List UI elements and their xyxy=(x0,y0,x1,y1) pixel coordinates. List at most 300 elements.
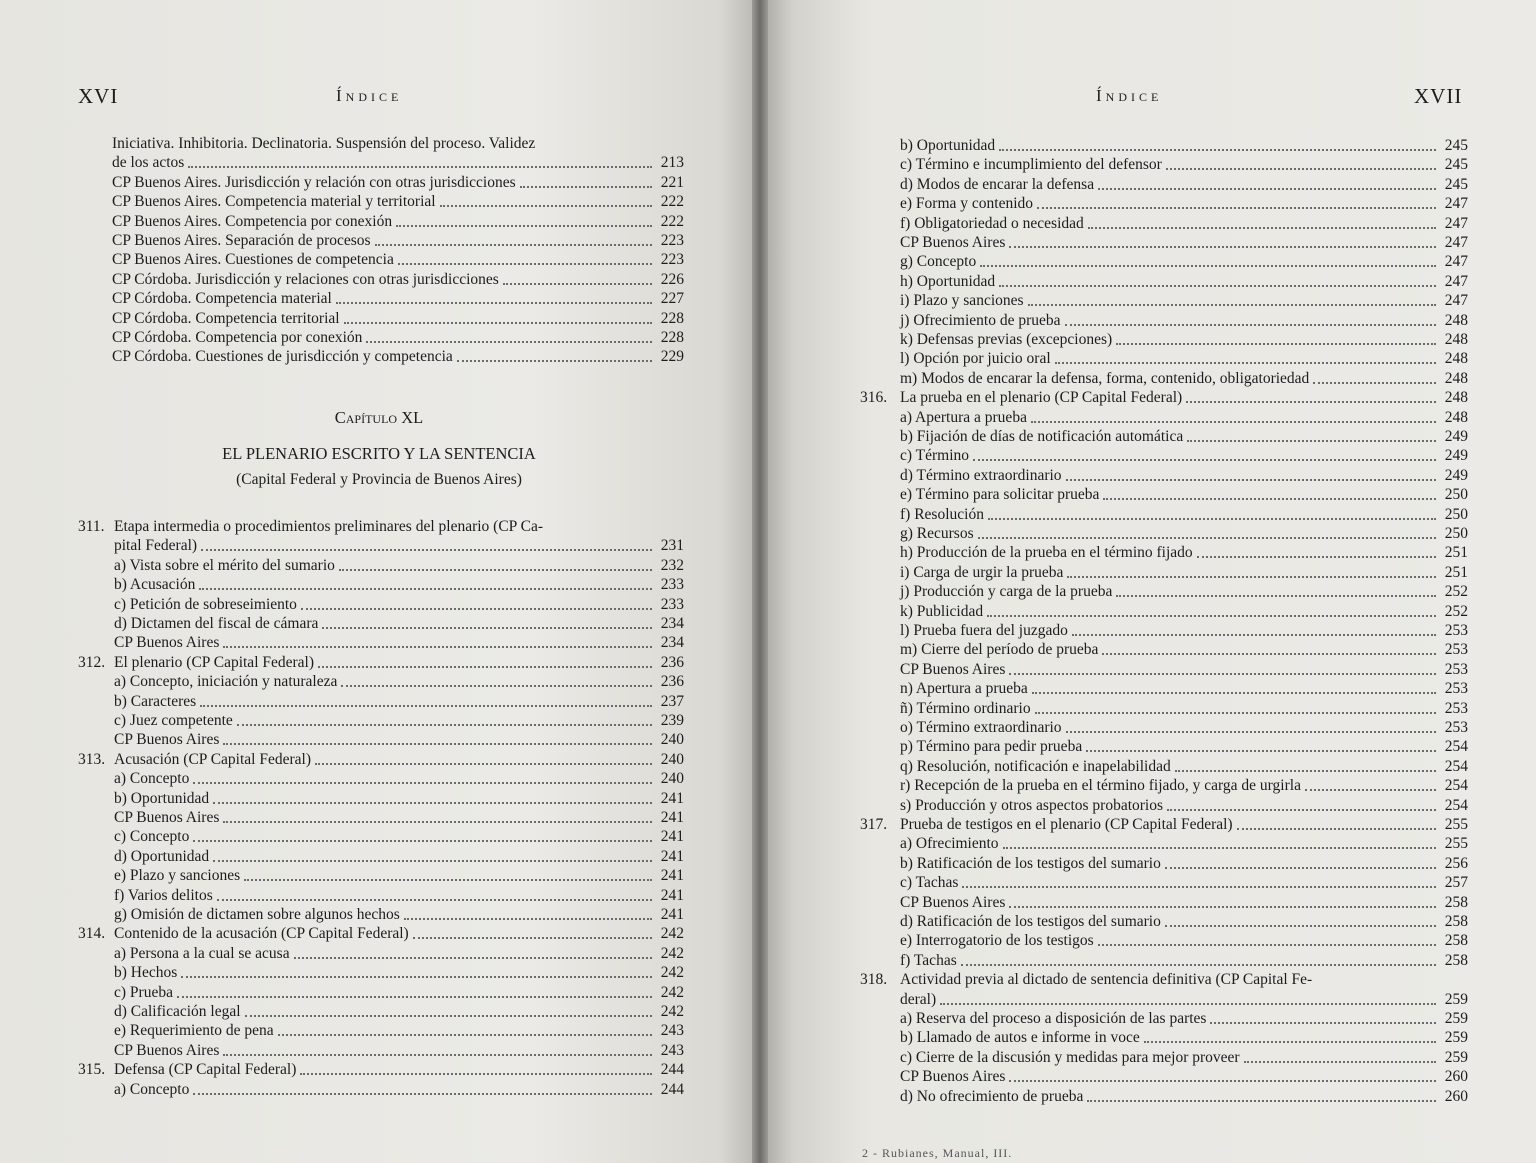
leader-dots xyxy=(223,644,652,648)
toc-entry-text: b) Llamado de autos e informe in voce xyxy=(900,1029,1140,1047)
toc-entry-text: a) Persona a la cual se acusa xyxy=(114,944,290,962)
leader-dots xyxy=(398,261,652,265)
toc-page-number: 247 xyxy=(1444,272,1468,290)
toc-entry-text: CP Buenos Aires xyxy=(114,1041,220,1059)
toc-page-number: 254 xyxy=(1444,738,1468,756)
toc-page-number: 228 xyxy=(660,309,684,327)
toc-section-number: 316. xyxy=(860,389,888,407)
toc-section-number: 317. xyxy=(860,816,888,833)
toc-entry xyxy=(78,653,684,672)
leader-dots xyxy=(973,457,1436,461)
toc-entry xyxy=(900,543,1468,562)
leader-dots xyxy=(1098,186,1436,190)
leader-dots xyxy=(1009,244,1436,248)
toc-page-number: 253 xyxy=(1444,699,1468,717)
toc-page-number: 236 xyxy=(660,673,684,691)
toc-entry-text: CP Buenos Aires. Jurisdicción y relación con otras jurisdicciones xyxy=(112,173,516,191)
toc-page-number: 259 xyxy=(1444,990,1468,1008)
toc-entry xyxy=(114,808,684,827)
toc-entry xyxy=(114,672,684,691)
toc-entry-text: b) Oportunidad xyxy=(900,137,996,154)
toc-entry xyxy=(112,270,684,289)
toc-entry xyxy=(114,1021,684,1040)
leader-dots xyxy=(1003,845,1436,849)
toc-entry xyxy=(114,1041,684,1060)
toc-entry xyxy=(900,1067,1468,1086)
toc-entry-text: CP Córdoba. Jurisdicción y relaciones con otras jurisdicciones xyxy=(112,270,499,288)
toc-page-number: 244 xyxy=(660,1061,684,1079)
toc-entry xyxy=(900,796,1468,815)
leader-dots xyxy=(1166,166,1436,170)
leader-dots xyxy=(999,283,1436,287)
toc-entry-text: b) Acusación xyxy=(114,576,196,594)
toc-entry xyxy=(900,834,1468,853)
toc-page-number: 251 xyxy=(1444,563,1468,581)
toc-entry xyxy=(900,563,1468,582)
toc-page-number: 233 xyxy=(660,595,684,613)
toc-entry xyxy=(114,963,684,982)
toc-entry-text: El plenario (CP Capital Federal) xyxy=(114,653,315,671)
toc-page-number: 253 xyxy=(1444,641,1468,659)
toc-page-number: 245 xyxy=(1444,156,1468,174)
leader-dots xyxy=(1116,593,1436,597)
toc-entry-text: m) Cierre del período de prueba xyxy=(900,641,1099,659)
toc-page-number: 248 xyxy=(1444,331,1468,348)
leader-dots xyxy=(1087,1098,1436,1102)
leader-dots xyxy=(278,1032,652,1036)
toc-page-number: 260 xyxy=(1444,1068,1468,1086)
toc-page-number: 232 xyxy=(660,556,684,574)
toc-page-number: 240 xyxy=(660,731,684,749)
toc-page-number: 248 xyxy=(1444,369,1468,387)
toc-page-number: 242 xyxy=(660,964,684,982)
toc-entry xyxy=(900,214,1468,233)
leader-dots xyxy=(213,800,652,804)
toc-entry-text: a) Reserva del proceso a disposición de las partes xyxy=(900,1010,1207,1027)
toc-entry xyxy=(900,155,1468,174)
left-folio: XVI xyxy=(78,84,119,108)
leader-dots xyxy=(301,606,652,610)
toc-page-number: 226 xyxy=(660,270,684,288)
toc-entry xyxy=(114,730,684,749)
toc-page-number: 259 xyxy=(1444,1029,1468,1047)
leader-dots xyxy=(1035,710,1436,714)
toc-entry-text: o) Término extraordinario xyxy=(900,719,1062,736)
leader-dots xyxy=(237,722,652,726)
leader-dots xyxy=(213,858,652,862)
toc-entry-text: c) Concepto xyxy=(114,828,190,846)
toc-entry xyxy=(900,524,1468,543)
toc-entry xyxy=(78,1060,684,1079)
toc-entry-text: CP Buenos Aires. Competencia material y territorial xyxy=(112,193,436,211)
toc-entry-text: h) Oportunidad xyxy=(900,272,996,290)
toc-section-number: 318. xyxy=(860,971,888,989)
toc-entry xyxy=(900,757,1468,776)
page-footer: 2 - Rubianes, Manual, III. xyxy=(862,1146,1013,1160)
leader-dots xyxy=(1066,477,1436,481)
toc-page-number: 248 xyxy=(1444,408,1468,426)
toc-entry-text: k) Defensas previas (excepciones) xyxy=(900,331,1113,348)
toc-page-number: 253 xyxy=(1444,660,1468,678)
toc-page-number: 247 xyxy=(1444,234,1468,251)
toc-entry xyxy=(900,233,1468,252)
leader-dots xyxy=(375,242,652,246)
toc-entry xyxy=(114,847,684,866)
toc-entry-text: d) Calificación legal xyxy=(114,1003,241,1020)
leader-dots xyxy=(1098,942,1436,946)
toc-entry xyxy=(900,679,1468,698)
toc-entry-text: c) Cierre de la discusión y medidas para mejor proveer xyxy=(900,1048,1240,1066)
toc-entry-text: ñ) Término ordinario xyxy=(900,699,1031,717)
toc-entry-text: g) Concepto xyxy=(900,253,977,271)
toc-entry xyxy=(900,990,1468,1009)
toc-entry xyxy=(900,1028,1468,1047)
right-page xyxy=(762,0,1536,1163)
leader-dots xyxy=(341,683,652,687)
toc-page-number: 249 xyxy=(1444,466,1468,484)
toc-entry-text: e) Plazo y sanciones xyxy=(114,867,241,885)
toc-page-number: 258 xyxy=(1444,932,1468,950)
leader-dots xyxy=(336,300,652,304)
leader-dots xyxy=(1237,826,1436,830)
toc-page-number: 240 xyxy=(660,770,684,788)
leader-dots xyxy=(188,164,652,168)
toc-entry xyxy=(900,582,1468,601)
toc-entry-text: a) Vista sobre el mérito del sumario xyxy=(114,556,335,574)
toc-entry-text: l) Opción por juicio oral xyxy=(900,350,1051,368)
toc-entry-text: Etapa intermedia o procedimientos preliminares del plenario (CP Ca- xyxy=(114,518,543,535)
toc-entry-text: Prueba de testigos en el plenario (CP Capital Federal) xyxy=(900,816,1233,833)
toc-page-number: 247 xyxy=(1444,214,1468,232)
toc-entry-text: h) Producción de la prueba en el término fijado xyxy=(900,544,1193,562)
leader-dots xyxy=(980,263,1436,267)
leader-dots xyxy=(1037,205,1436,209)
leader-dots xyxy=(223,1052,652,1056)
toc-entry xyxy=(114,886,684,905)
toc-entry-text: b) Caracteres xyxy=(114,692,197,710)
toc-entry-text: d) Ratificación de los testigos del sumario xyxy=(900,913,1161,930)
toc-entry xyxy=(860,815,1468,834)
leader-dots xyxy=(318,664,652,668)
toc-entry-text: La prueba en el plenario (CP Capital Federal) xyxy=(900,389,1183,407)
left-running-title: Índice xyxy=(336,86,403,105)
leader-dots xyxy=(366,339,652,343)
toc-entry xyxy=(114,536,684,555)
toc-entry xyxy=(900,893,1468,912)
leader-dots xyxy=(1066,729,1436,733)
toc-entry-text: CP Buenos Aires xyxy=(900,660,1006,678)
leader-dots xyxy=(961,962,1436,966)
toc-entry xyxy=(900,737,1468,756)
toc-page-number: 247 xyxy=(1444,195,1468,213)
toc-entry-text: a) Ofrecimiento xyxy=(900,835,999,853)
leader-dots xyxy=(1165,923,1436,927)
toc-page-number: 234 xyxy=(660,634,684,652)
toc-page-number: 258 xyxy=(1444,893,1468,911)
chapter-title: EL PLENARIO ESCRITO Y LA SENTENCIA xyxy=(222,444,536,463)
toc-entry-text: j) Ofrecimiento de prueba xyxy=(900,311,1061,329)
leader-dots xyxy=(1305,787,1436,791)
leader-dots xyxy=(962,884,1436,888)
toc-page-number: 253 xyxy=(1444,719,1468,736)
toc-page-number: 240 xyxy=(660,750,684,768)
toc-entry xyxy=(114,983,684,1002)
leader-dots xyxy=(223,741,652,745)
toc-entry-text: c) Prueba xyxy=(114,983,173,1001)
toc-entry xyxy=(860,388,1468,407)
toc-page-number: 248 xyxy=(1444,311,1468,329)
toc-entry-text: CP Buenos Aires xyxy=(900,893,1006,911)
leader-dots xyxy=(344,320,652,324)
toc-page-number: 245 xyxy=(1444,175,1468,193)
toc-entry xyxy=(900,485,1468,504)
toc-entry-text: Actividad previa al dictado de sentencia definitiva (CP Capital Fe- xyxy=(900,971,1313,989)
leader-dots xyxy=(1009,1078,1436,1082)
leader-dots xyxy=(1175,768,1436,772)
leader-dots xyxy=(199,586,652,590)
toc-entry xyxy=(114,575,684,594)
leader-dots xyxy=(396,223,652,227)
toc-page-number: 258 xyxy=(1444,951,1468,969)
toc-page-number: 213 xyxy=(660,154,684,172)
leader-dots xyxy=(1102,651,1436,655)
toc-entry xyxy=(900,252,1468,271)
toc-page-number: 241 xyxy=(660,847,684,865)
toc-entry-text: c) Juez competente xyxy=(114,712,233,729)
toc-page-number: 258 xyxy=(1444,913,1468,930)
toc-entry xyxy=(112,347,684,366)
toc-page-number: 245 xyxy=(1444,137,1468,154)
leader-dots xyxy=(1065,322,1436,326)
leader-dots xyxy=(1028,302,1436,306)
toc-entry xyxy=(112,212,684,231)
toc-section-number: 311. xyxy=(78,518,105,535)
leader-dots xyxy=(177,994,652,998)
toc-entry-text: CP Córdoba. Competencia por conexión xyxy=(112,329,363,346)
toc-page-number: 237 xyxy=(660,692,684,710)
toc-entry xyxy=(900,931,1468,950)
toc-entry-text: b) Oportunidad xyxy=(114,789,210,807)
toc-entry xyxy=(112,153,684,172)
leader-dots xyxy=(1165,865,1436,869)
toc-entry-text: r) Recepción de la prueba en el término fijado, y carga de urgirla xyxy=(900,777,1301,795)
toc-entry xyxy=(114,866,684,885)
toc-entry-text: d) Modos de encarar la defensa xyxy=(900,175,1095,193)
toc-page-number: 242 xyxy=(660,944,684,962)
toc-entry-text: g) Recursos xyxy=(900,525,974,542)
toc-entry-text: b) Fijación de días de notificación automática xyxy=(900,428,1184,445)
leader-dots xyxy=(503,281,652,285)
toc-entry xyxy=(114,556,684,575)
toc-entry xyxy=(114,789,684,808)
leader-dots xyxy=(978,535,1436,539)
leader-dots xyxy=(339,567,652,571)
toc-page-number: 227 xyxy=(660,290,684,308)
toc-entry xyxy=(900,776,1468,795)
toc-entry xyxy=(114,769,684,788)
toc-entry-text: Contenido de la acusación (CP Capital Federal) xyxy=(114,925,409,943)
toc-entry-text: CP Buenos Aires. Separación de procesos xyxy=(112,232,371,249)
toc-entry xyxy=(112,289,684,308)
toc-entry-text: CP Buenos Aires. Competencia por conexión xyxy=(112,212,393,230)
toc-entry-text: s) Producción y otros aspectos probatorios xyxy=(900,796,1164,814)
toc-entry xyxy=(900,1009,1468,1028)
toc-entry xyxy=(900,446,1468,465)
toc-entry xyxy=(900,175,1468,194)
toc-entry-text: i) Plazo y sanciones xyxy=(900,292,1024,310)
toc-entry-text: e) Término para solicitar prueba xyxy=(900,486,1100,504)
toc-entry-text: e) Requerimiento de pena xyxy=(114,1022,274,1040)
toc-section-number: 315. xyxy=(78,1061,106,1079)
leader-dots xyxy=(181,974,652,978)
leader-dots xyxy=(1186,399,1436,403)
leader-dots xyxy=(1103,496,1436,500)
toc-entry-text: CP Buenos Aires. Cuestiones de competencia xyxy=(112,251,394,269)
toc-entry xyxy=(900,912,1468,931)
toc-entry xyxy=(900,718,1468,737)
toc-page-number: 236 xyxy=(660,653,684,671)
leader-dots xyxy=(193,1091,652,1095)
toc-entry-text: d) Término extraordinario xyxy=(900,466,1062,484)
toc-entry-text: CP Buenos Aires xyxy=(114,731,220,749)
toc-entry-text: CP Buenos Aires xyxy=(900,1068,1006,1086)
toc-entry-text: de los actos xyxy=(112,154,185,172)
toc-entry-text: d) Oportunidad xyxy=(114,847,210,865)
toc-entry-text: b) Ratificación de los testigos del sumario xyxy=(900,854,1161,872)
toc-entry-text: a) Concepto xyxy=(114,770,190,788)
leader-dots xyxy=(520,184,652,188)
toc-entry xyxy=(114,692,684,711)
toc-entry xyxy=(900,640,1468,659)
toc-entry xyxy=(900,660,1468,679)
toc-entry-text: CP Buenos Aires xyxy=(114,809,220,826)
toc-entry xyxy=(900,1048,1468,1067)
leader-dots xyxy=(244,877,652,881)
toc-entry-text: m) Modos de encarar la defensa, forma, contenido, obligatoriedad xyxy=(900,369,1310,387)
toc-entry-text: a) Concepto, iniciación y naturaleza xyxy=(114,673,338,691)
leader-dots xyxy=(1167,807,1436,811)
toc-entry-text: q) Resolución, notificación e inapelabilidad xyxy=(900,757,1171,775)
toc-entry xyxy=(114,633,684,652)
leader-dots xyxy=(1055,360,1436,364)
toc-entry xyxy=(114,614,684,633)
toc-page-number: 221 xyxy=(660,173,684,191)
leader-dots xyxy=(1187,438,1436,442)
leader-dots xyxy=(1086,748,1436,752)
toc-entry-text: CP Córdoba. Competencia territorial xyxy=(112,309,340,327)
toc-entry-text: CP Córdoba. Cuestiones de jurisdicción y competencia xyxy=(112,348,453,366)
toc-entry xyxy=(112,250,684,269)
toc-page-number: 255 xyxy=(1444,816,1468,833)
toc-entry xyxy=(78,924,684,943)
toc-entry xyxy=(900,854,1468,873)
toc-section-number: 314. xyxy=(78,925,106,943)
toc-entry xyxy=(900,330,1468,349)
toc-entry-text: f) Obligatoriedad o necesidad xyxy=(900,214,1084,232)
toc-entry xyxy=(900,951,1468,970)
toc-entry xyxy=(114,1080,684,1099)
leader-dots xyxy=(193,780,652,784)
toc-page-number: 251 xyxy=(1444,544,1468,562)
toc-entry-text: Acusación (CP Capital Federal) xyxy=(114,750,311,768)
toc-page-number: 254 xyxy=(1444,796,1468,814)
toc-entry xyxy=(900,873,1468,892)
toc-page-number: 252 xyxy=(1444,583,1468,601)
toc-section-number: 312. xyxy=(78,653,106,671)
toc-page-number: 252 xyxy=(1444,602,1468,620)
toc-page-number: 250 xyxy=(1444,505,1468,523)
toc-entry-text: CP Buenos Aires xyxy=(900,234,1006,251)
leader-dots xyxy=(1244,1059,1436,1063)
toc-entry xyxy=(900,272,1468,291)
toc-entry xyxy=(900,505,1468,524)
toc-page-number: 231 xyxy=(660,537,684,555)
toc-entry xyxy=(900,466,1468,485)
toc-entry xyxy=(112,192,684,211)
toc-entry-text: Iniciativa. Inhibitoria. Declinatoria. Suspensión del proceso. Validez xyxy=(112,135,536,152)
toc-page-number: 234 xyxy=(660,615,684,632)
toc-page-number: 250 xyxy=(1444,525,1468,542)
leader-dots xyxy=(1009,904,1436,908)
toc-entry-text: CP Córdoba. Competencia material xyxy=(112,290,332,308)
toc-entry xyxy=(900,621,1468,640)
left-page xyxy=(0,0,758,1163)
toc-entry-text: g) Omisión de dictamen sobre algunos hechos xyxy=(114,906,400,923)
toc-entry xyxy=(114,711,684,730)
chapter-label: Capítulo XL xyxy=(334,408,424,427)
toc-entry-text: c) Tachas xyxy=(900,874,959,892)
toc-page-number: 222 xyxy=(660,193,684,211)
toc-entry xyxy=(900,1087,1468,1106)
toc-entry-text: f) Tachas xyxy=(900,951,957,969)
toc-page-number: 233 xyxy=(660,576,684,594)
toc-page-number: 259 xyxy=(1444,1048,1468,1066)
leader-dots xyxy=(1032,690,1436,694)
toc-entry-text: k) Publicidad xyxy=(900,602,984,620)
toc-entry xyxy=(900,408,1468,427)
toc-entry-text: c) Término e incumplimiento del defensor xyxy=(900,156,1162,174)
right-running-title: Índice xyxy=(1096,86,1163,105)
toc-entry xyxy=(112,173,684,192)
toc-page-number: 250 xyxy=(1444,486,1468,504)
toc-entry xyxy=(114,905,684,924)
toc-entry-text: e) Interrogatorio de los testigos xyxy=(900,932,1094,950)
leader-dots xyxy=(404,916,652,920)
toc-page-number: 254 xyxy=(1444,777,1468,795)
toc-page-number: 239 xyxy=(660,712,684,729)
leader-dots xyxy=(940,1001,1436,1005)
toc-entry-text: a) Concepto xyxy=(114,1080,190,1098)
toc-page-number: 247 xyxy=(1444,253,1468,271)
toc-entry xyxy=(900,291,1468,310)
toc-page-number: 241 xyxy=(660,809,684,826)
toc-page-number: 244 xyxy=(660,1080,684,1098)
toc-entry-text: p) Término para pedir prueba xyxy=(900,738,1083,756)
toc-entry xyxy=(114,827,684,846)
leader-dots xyxy=(294,955,652,959)
toc-entry xyxy=(900,427,1468,446)
leader-dots xyxy=(1009,671,1436,675)
toc-entry xyxy=(900,699,1468,718)
toc-entry-text: a) Apertura a prueba xyxy=(900,408,1027,426)
leader-dots xyxy=(1072,632,1436,636)
toc-page-number: 249 xyxy=(1444,428,1468,445)
chapter-subtitle: (Capital Federal y Provincia de Buenos Aires) xyxy=(236,471,522,488)
toc-page-number: 228 xyxy=(660,329,684,346)
toc-page-number: 223 xyxy=(660,232,684,249)
toc-entry xyxy=(900,194,1468,213)
toc-entry xyxy=(900,311,1468,330)
